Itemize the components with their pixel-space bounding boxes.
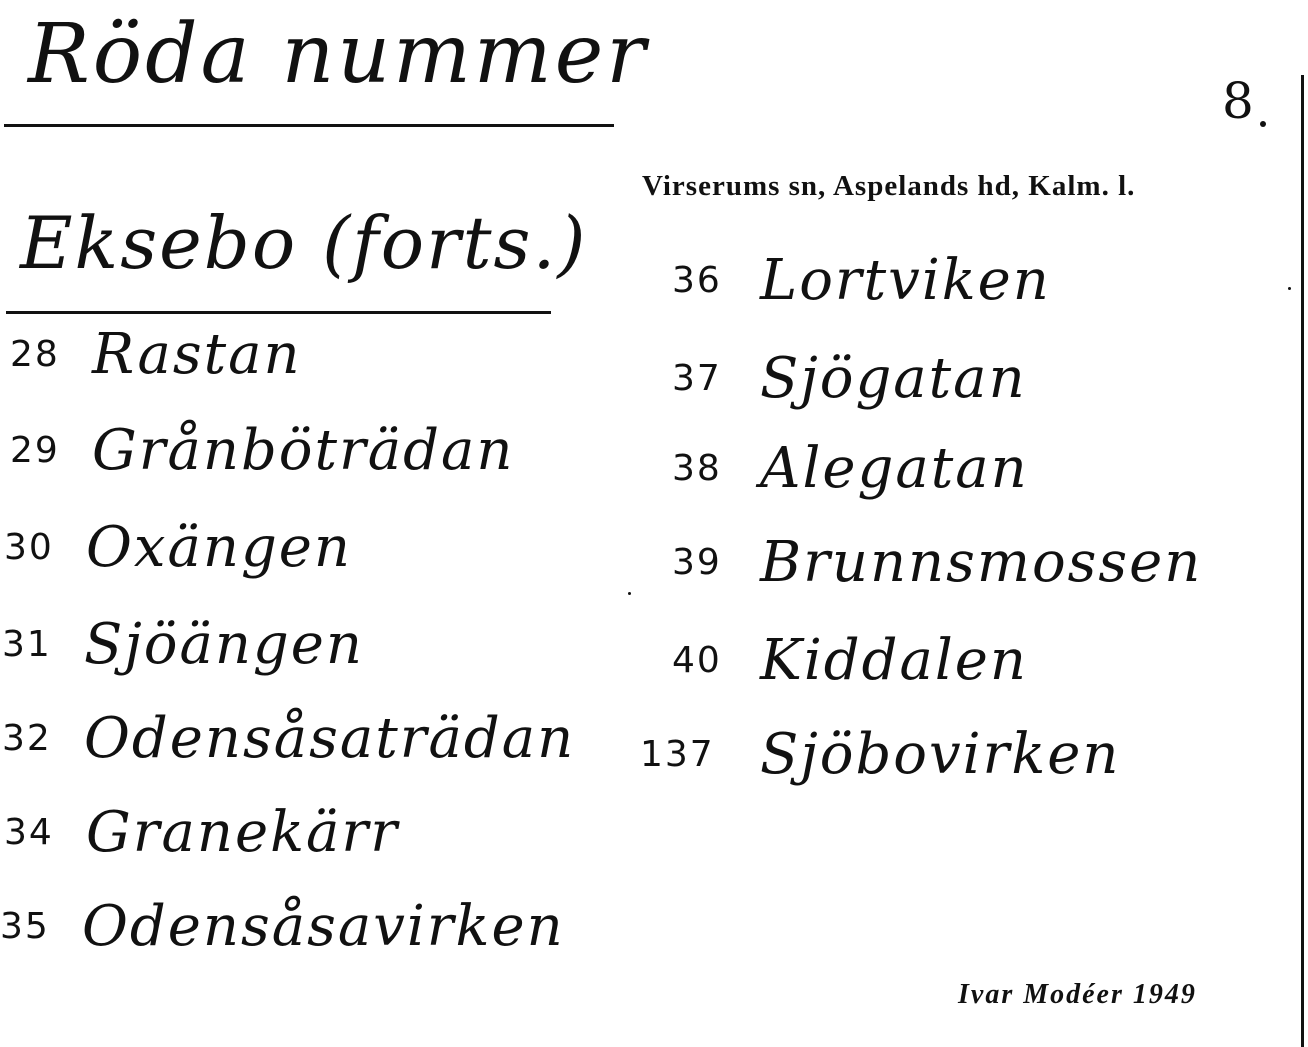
entry-number: 39 bbox=[672, 542, 722, 583]
entry-number: 28 bbox=[10, 334, 60, 375]
entry-name: Odensåsavirken bbox=[82, 894, 565, 959]
entry-number: 36 bbox=[672, 260, 722, 301]
entry-name: Sjögatan bbox=[760, 346, 1027, 411]
entry-number: 38 bbox=[672, 448, 722, 489]
entry-number: 137 bbox=[640, 734, 715, 775]
author-credit: Ivar Modéer 1949 bbox=[958, 979, 1197, 1010]
entry-name: Granekärr bbox=[86, 800, 399, 865]
title-underline bbox=[4, 124, 614, 127]
ink-speck bbox=[628, 592, 631, 595]
entry-number: 30 bbox=[4, 527, 54, 568]
entry-number: 37 bbox=[672, 358, 722, 399]
entry-name: Kiddalen bbox=[760, 628, 1028, 693]
entry-name: Brunnsmossen bbox=[760, 530, 1203, 595]
farm-subheading: Eksebo (forts.) bbox=[20, 201, 588, 285]
entry-number: 29 bbox=[10, 430, 60, 471]
entry-name: Odensåsaträdan bbox=[84, 706, 576, 771]
entry-name: Grånböträdan bbox=[92, 418, 515, 483]
entry-number: 40 bbox=[672, 640, 722, 681]
card-right-edge bbox=[1301, 75, 1304, 1047]
entry-name: Lortviken bbox=[760, 248, 1051, 313]
entry-number: 32 bbox=[2, 718, 52, 759]
entry-name: Sjöängen bbox=[84, 612, 364, 677]
entry-number: 31 bbox=[2, 624, 52, 665]
subheading-underline bbox=[6, 311, 551, 314]
page-number-dot bbox=[1260, 121, 1266, 127]
ink-speck bbox=[1288, 287, 1291, 290]
page-number: 8 bbox=[1222, 72, 1255, 130]
entry-name: Rastan bbox=[92, 322, 302, 387]
parish-line: Virserums sn, Aspelands hd, Kalm. l. bbox=[642, 170, 1136, 202]
card-title: Röda nummer bbox=[28, 7, 649, 102]
entry-name: Oxängen bbox=[86, 515, 352, 580]
entry-number: 34 bbox=[4, 812, 54, 853]
entry-name: Sjöbovirken bbox=[760, 722, 1121, 787]
entry-name: Alegatan bbox=[760, 436, 1029, 501]
entry-number: 35 bbox=[0, 906, 50, 947]
